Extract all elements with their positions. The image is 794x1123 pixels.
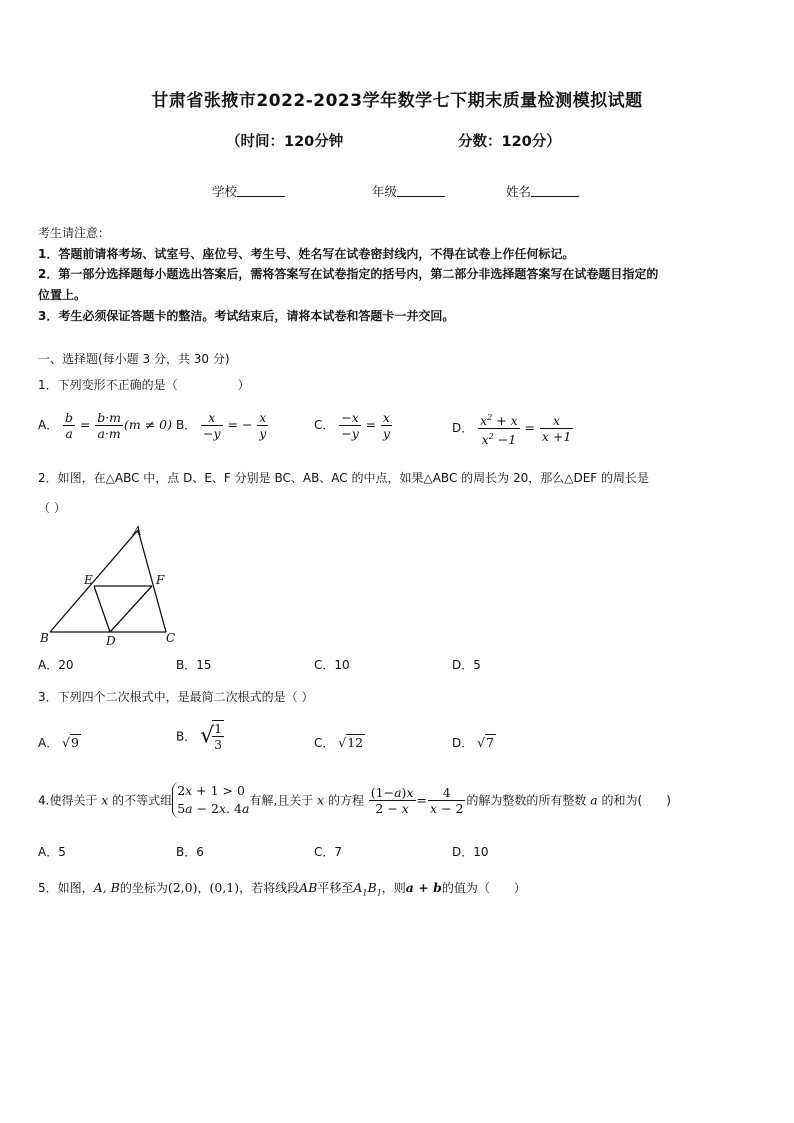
fraction: $\frac{1}{3}$ (214, 721, 223, 752)
question-3-option-a[interactable]: A． √9 (38, 735, 79, 750)
option-label: D． (452, 736, 474, 750)
text: 的和为( ) (601, 793, 671, 808)
triangle-figure (36, 524, 186, 649)
question-4-option-a[interactable]: A．5 (38, 845, 66, 859)
notice-item: 3．考生必须保证答题卡的整洁。考试结束后，请将本试卷和答题卡一并交回。 (38, 309, 455, 323)
question-4-option-d[interactable]: D．10 (452, 845, 489, 859)
question-2-option-b[interactable]: B．15 (176, 658, 212, 672)
grade-label: 年级 (372, 184, 398, 199)
grade-blank (397, 185, 445, 197)
question-2-option-a[interactable]: A．20 (38, 658, 74, 672)
coordinate-b: (0,1) (209, 880, 240, 895)
question-2-stem-cont: （ ） (38, 501, 66, 515)
text: 平移至 (317, 881, 354, 895)
option-label: A． (38, 418, 59, 432)
option-label: B． (176, 729, 197, 744)
question-1-option-d[interactable]: D． $\frac{x^2 + x}{x^2 -1}$ = $\frac{x}{x +1}$ (452, 410, 574, 447)
exam-score: 分数：120分） (458, 134, 561, 150)
condition: (m ≠ 0) (124, 417, 173, 432)
vertex-label-e: E (84, 573, 93, 587)
vertex-label-b: B (40, 631, 49, 645)
option-label: A． (38, 736, 59, 750)
text: 的方程 (327, 793, 364, 808)
fraction: $\frac{b\cdot m}{a\cdot m}$ (97, 410, 122, 441)
text: ，则 (381, 881, 406, 895)
question-3-stem: 3．下列四个二次根式中，是最简二次根式的是（ ） (38, 690, 314, 704)
fraction: $\frac{-x}{-y}$ (341, 410, 359, 441)
inequality-system: 2x + 1 > 0 5a − 2x. 4a (172, 782, 249, 818)
question-2-option-c[interactable]: C．10 (314, 658, 350, 672)
notice-item: 1．答题前请将考场、试室号、座位号、考生号、姓名写在试卷密封线内，不得在试卷上作任何标记。 (38, 247, 575, 261)
vertex-label-c: C (166, 631, 176, 645)
question-1-stem: 1．下列变形不正确的是（ ） (38, 378, 250, 392)
exam-time: （时间：120分钟 (226, 134, 344, 150)
option-label: D． (452, 421, 474, 436)
question-1-option-b[interactable]: B． $\frac{x}{-y}$ = − $\frac{x}{y}$ (176, 410, 267, 441)
question-3-option-b[interactable]: B． √ $\frac{1}{3}$ (176, 721, 223, 752)
vertex-label-f: F (156, 573, 165, 587)
school-field[interactable] (212, 182, 285, 200)
name-field[interactable] (506, 182, 579, 200)
fraction: $\frac{x}{y}$ (259, 410, 267, 441)
page-title: 甘肃省张掖市2022-2023学年数学七下期末质量检测模拟试题 (151, 91, 643, 111)
question-2-stem: 2．如图，在△ABC 中，点 D、E、F 分别是 BC、AB、AC 的中点，如果△ABC 的周长为 20，那么△DEF 的周长是 (38, 471, 649, 485)
notice-item: 2．第一部分选择题每小题选出答案后，需将答案写在试卷指定的括号内，第二部分非选择题答案写在试卷题目指定的 (38, 267, 659, 281)
fraction: $\frac{x}{-y}$ (203, 410, 221, 441)
radicand: 12 (347, 735, 364, 750)
notice-item: 位置上。 (38, 288, 87, 302)
question-1-option-a[interactable]: A． $\frac{b}{a}$ = $\frac{b\cdot m}{a\cdot m}$ (m ≠ 0) (38, 410, 173, 441)
text: 的不等式组 (112, 793, 173, 808)
school-label: 学校 (212, 184, 238, 199)
question-4-stem: 4.使得关于 x 的不等式组 2x + 1 > 0 5a − 2x. 4a 有解,且关于 x 的方程 $\frac{(1-a)x}{2 - x}$ = $\frac{4}{x - 2}$ 的解为整数的所有整数 a 的和为( ) (38, 783, 671, 816)
option-label: B． (176, 418, 197, 432)
question-3-option-c[interactable]: C． √12 (314, 735, 364, 750)
text: ，若将线段 (239, 881, 300, 895)
question-3-option-d[interactable]: D． √7 (452, 735, 494, 750)
question-1-option-c[interactable]: C． $\frac{-x}{-y}$ = $\frac{x}{y}$ (314, 410, 390, 441)
radicand: 9 (71, 735, 79, 750)
radicand: 7 (486, 735, 494, 750)
vertex-label-d: D (106, 634, 116, 648)
question-4-option-c[interactable]: C．7 (314, 845, 343, 859)
text: 的坐标为 (119, 881, 168, 895)
vertex-label-a: A (133, 524, 142, 538)
school-blank (237, 185, 285, 197)
text: 的解为整数的所有整数 (466, 793, 587, 808)
name-blank (531, 185, 579, 197)
text: 4.使得关于 (38, 793, 98, 808)
option-label: C． (314, 736, 335, 750)
fraction: $\frac{b}{a}$ (65, 410, 74, 441)
text: 有解,且关于 (249, 793, 314, 808)
option-label: C． (314, 418, 335, 432)
fraction: $\frac{(1-a)x}{2 - x}$ (370, 784, 414, 816)
text: 的值为（ ） (441, 881, 526, 895)
question-2-option-d[interactable]: D．5 (452, 658, 481, 672)
section-heading: 一、选择题(每小题 3 分，共 30 分) (38, 352, 230, 366)
fraction: $\frac{4}{x - 2}$ (429, 784, 464, 816)
text: 5．如图， (38, 881, 94, 895)
fraction: $\frac{x}{x +1}$ (541, 413, 572, 445)
question-5-stem: 5．如图，A, B的坐标为(2,0)，(0,1)，若将线段AB平移至$A_1B_1$，则a + b的值为（ ） (38, 880, 526, 898)
fraction: $\frac{x}{y}$ (382, 410, 390, 441)
name-label: 姓名 (506, 184, 532, 199)
coordinate-a: (2,0) (167, 880, 198, 895)
notice-heading: 考生请注意： (38, 226, 111, 240)
text: ， (197, 881, 210, 895)
fraction: $\frac{x^2 + x}{x^2 -1}$ (478, 410, 520, 447)
question-4-option-b[interactable]: B．6 (176, 845, 204, 859)
grade-field[interactable] (372, 182, 445, 200)
